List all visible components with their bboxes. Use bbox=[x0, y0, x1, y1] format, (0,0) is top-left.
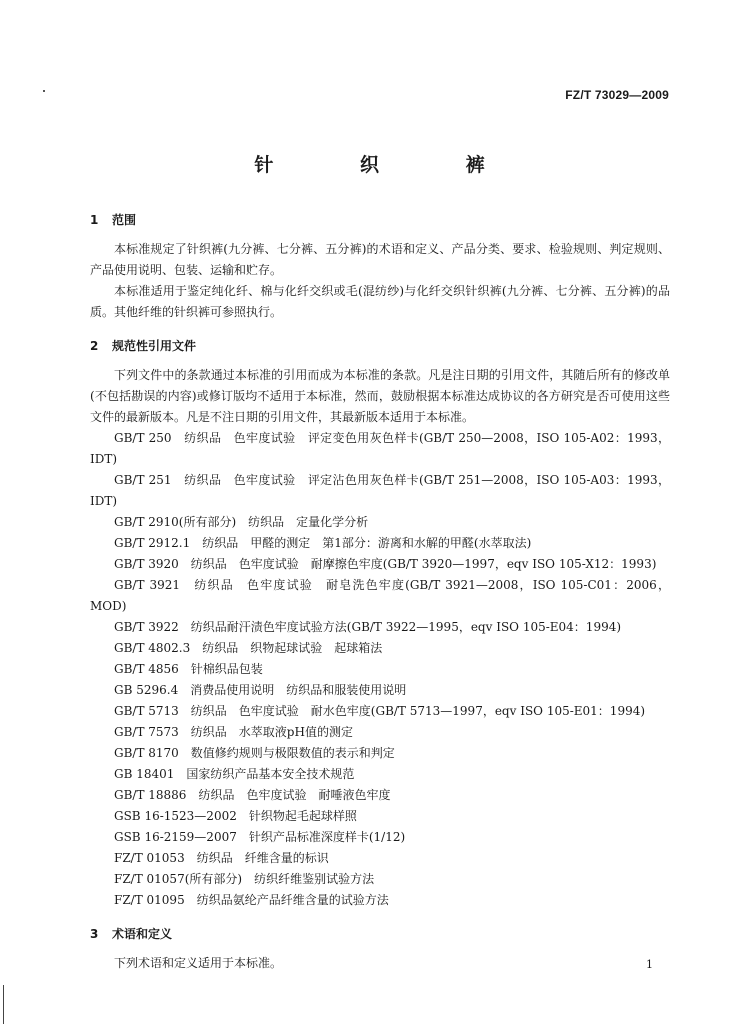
reference-item: GB/T 4856 针棉织品包装 bbox=[114, 662, 263, 676]
reference-item: GB/T 3920 纺织品 色牢度试验 耐摩擦色牢度(GB/T 3920—1997，eqv ISO 105-X12：1993) bbox=[114, 557, 657, 571]
reference-item: GSB 16-1523—2002 针织物起毛起球样照 bbox=[114, 809, 357, 823]
paragraph: 下列术语和定义适用于本标准。 bbox=[114, 956, 283, 970]
section-title: 范围 bbox=[112, 213, 137, 227]
reference-item: GB 18401 国家纺织产品基本安全技术规范 bbox=[114, 767, 355, 781]
reference-item: GB/T 2910(所有部分) 纺织品 定量化学分析 bbox=[114, 515, 369, 529]
section-number: 3 bbox=[90, 927, 99, 941]
reference-item: GB/T 7573 纺织品 水萃取液pH值的测定 bbox=[114, 725, 353, 739]
paragraph: 本标准适用于鉴定纯化纤、棉与化纤交织或毛(混纺纱)与化纤交织针织裤(九分裤、七分裤、五分裤)的品质。其他纤维的针织裤可参照执行。 bbox=[90, 284, 670, 319]
section-title: 规范性引用文件 bbox=[112, 339, 197, 353]
reference-item: GB/T 3921 纺织品 色牢度试验 耐皂洗色牢度(GB/T 3921—2008，ISO 105-C01：2006，MOD) bbox=[90, 578, 670, 613]
reference-item: GB/T 251 纺织品 色牢度试验 评定沾色用灰色样卡(GB/T 251—2008，ISO 105-A03：1993，IDT) bbox=[90, 473, 670, 508]
reference-item: GB/T 5713 纺织品 色牢度试验 耐水色牢度(GB/T 5713—1997，eqv ISO 105-E01：1994) bbox=[114, 704, 646, 718]
reference-item: FZ/T 01057(所有部分) 纺织纤维鉴别试验方法 bbox=[114, 872, 375, 886]
reference-item: GSB 16-2159—2007 针织产品标准深度样卡(1/12) bbox=[114, 830, 406, 844]
document-body bbox=[90, 211, 670, 974]
document-title: 针 织 裤 bbox=[254, 154, 525, 176]
section-title: 术语和定义 bbox=[112, 927, 173, 941]
reference-item: GB/T 18886 纺织品 色牢度试验 耐唾液色牢度 bbox=[114, 788, 391, 802]
section-heading-scope bbox=[90, 211, 670, 229]
reference-item: FZ/T 01095 纺织品氨纶产品纤维含量的试验方法 bbox=[114, 893, 389, 907]
reference-list bbox=[90, 428, 670, 911]
reference-item: GB/T 3922 纺织品耐汗渍色牢度试验方法(GB/T 3922—1995，eqv ISO 105-E04：1994) bbox=[114, 620, 622, 634]
section-number: 2 bbox=[90, 339, 99, 353]
reference-item: GB/T 2912.1 纺织品 甲醛的测定 第1部分：游离和水解的甲醛(水萃取法) bbox=[114, 536, 532, 550]
page-number: 1 bbox=[646, 958, 653, 971]
reference-item: GB/T 250 纺织品 色牢度试验 评定变色用灰色样卡(GB/T 250—2008，ISO 105-A02：1993，IDT) bbox=[90, 431, 670, 466]
reference-item: GB 5296.4 消费品使用说明 纺织品和服装使用说明 bbox=[114, 683, 407, 697]
scan-edge-line bbox=[3, 985, 4, 1024]
reference-item: GB/T 8170 数值修约规则与极限数值的表示和判定 bbox=[114, 746, 395, 760]
reference-item: FZ/T 01053 纺织品 纤维含量的标识 bbox=[114, 851, 329, 865]
scan-speck bbox=[43, 90, 45, 92]
paragraph: 本标准规定了针织裤(九分裤、七分裤、五分裤)的术语和定义、产品分类、要求、检验规则、判定规则、产品使用说明、包装、运输和贮存。 bbox=[90, 242, 670, 277]
reference-item: GB/T 4802.3 纺织品 织物起球试验 起球箱法 bbox=[114, 641, 383, 655]
document-code: FZ/T 73029—2009 bbox=[565, 88, 669, 102]
paragraph: 下列文件中的条款通过本标准的引用而成为本标准的条款。凡是注日期的引用文件，其随后所有的修改单(不包括勘误的内容)或修订版均不适用于本标准，然而，鼓励根据本标准达成协议的各方研究是否可使用这些文件的最新版本。凡是不注日期的引用文件，其最新版本适用于本标准。 bbox=[90, 368, 670, 424]
section-number: 1 bbox=[90, 213, 99, 227]
section-heading-terms-and-definitions bbox=[90, 925, 670, 943]
section-heading-normative-references bbox=[90, 337, 670, 355]
